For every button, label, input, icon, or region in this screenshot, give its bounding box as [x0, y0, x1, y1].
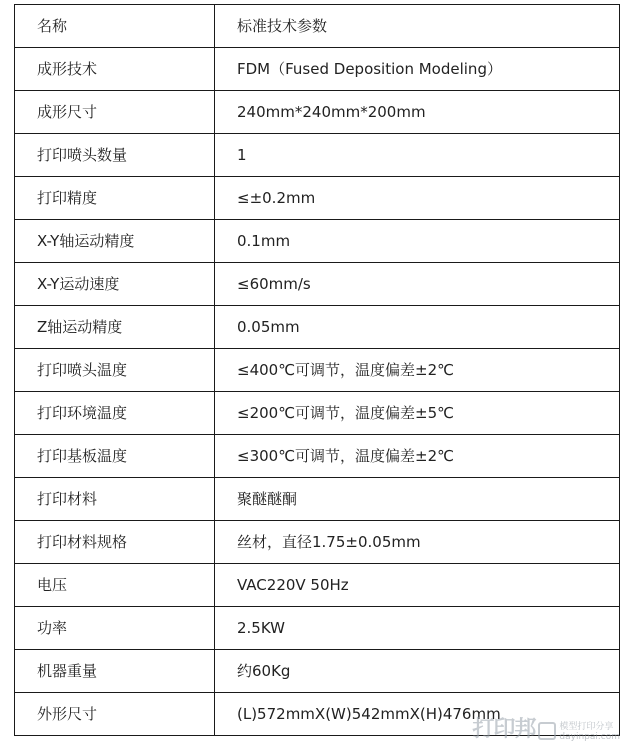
param-name: 打印基板温度 — [15, 435, 215, 478]
param-name: 打印喷头数量 — [15, 134, 215, 177]
watermark — [472, 712, 620, 743]
table-row — [15, 521, 620, 564]
table-row — [15, 263, 620, 306]
param-value: 丝材，直径1.75±0.05mm — [215, 521, 620, 564]
param-value: 0.05mm — [215, 306, 620, 349]
table-row — [15, 5, 620, 48]
param-name: 成形技术 — [15, 48, 215, 91]
param-name: 机器重量 — [15, 650, 215, 693]
table-row — [15, 177, 620, 220]
spec-table — [14, 4, 620, 736]
table-row — [15, 607, 620, 650]
table-row — [15, 435, 620, 478]
param-value: ≤60mm/s — [215, 263, 620, 306]
table-row — [15, 392, 620, 435]
param-name: X-Y轴运动精度 — [15, 220, 215, 263]
param-name: X-Y运动速度 — [15, 263, 215, 306]
param-name: 名称 — [15, 5, 215, 48]
param-name: 打印精度 — [15, 177, 215, 220]
watermark-caption: 模型打印分享 — [559, 722, 614, 733]
table-row — [15, 349, 620, 392]
param-name: 功率 — [15, 607, 215, 650]
table-row — [15, 220, 620, 263]
table-row — [15, 91, 620, 134]
param-value: 约60Kg — [215, 650, 620, 693]
param-value: ≤200℃可调节，温度偏差±5℃ — [215, 392, 620, 435]
table-row — [15, 564, 620, 607]
param-value: ≤300℃可调节，温度偏差±2℃ — [215, 435, 620, 478]
table-row — [15, 134, 620, 177]
param-value: ≤400℃可调节，温度偏差±2℃ — [215, 349, 620, 392]
param-value: (L)572mmX(W)542mmX(H)476mm — [215, 693, 620, 736]
watermark-logo: 打印邦 — [472, 717, 536, 742]
param-value: VAC220V 50Hz — [215, 564, 620, 607]
table-row — [15, 650, 620, 693]
param-value: 2.5KW — [215, 607, 620, 650]
table-row — [15, 306, 620, 349]
param-name: 打印环境温度 — [15, 392, 215, 435]
param-value: 240mm*240mm*200mm — [215, 91, 620, 134]
param-name: 成形尺寸 — [15, 91, 215, 134]
param-name: 打印材料 — [15, 478, 215, 521]
watermark-url: dayinpai.com — [559, 732, 620, 743]
param-value: 标准技术参数 — [215, 5, 620, 48]
table-row — [15, 48, 620, 91]
param-value: 1 — [215, 134, 620, 177]
param-name: 外形尺寸 — [15, 693, 215, 736]
param-value: 聚醚醚酮 — [215, 478, 620, 521]
param-name: 电压 — [15, 564, 215, 607]
param-name: Z轴运动精度 — [15, 306, 215, 349]
watermark-logo-icon — [538, 722, 556, 740]
param-name: 打印材料规格 — [15, 521, 215, 564]
watermark-text — [559, 723, 620, 743]
table-row — [15, 478, 620, 521]
param-value: FDM（Fused Deposition Modeling） — [215, 48, 620, 91]
param-value: ≤±0.2mm — [215, 177, 620, 220]
param-name: 打印喷头温度 — [15, 349, 215, 392]
param-value: 0.1mm — [215, 220, 620, 263]
